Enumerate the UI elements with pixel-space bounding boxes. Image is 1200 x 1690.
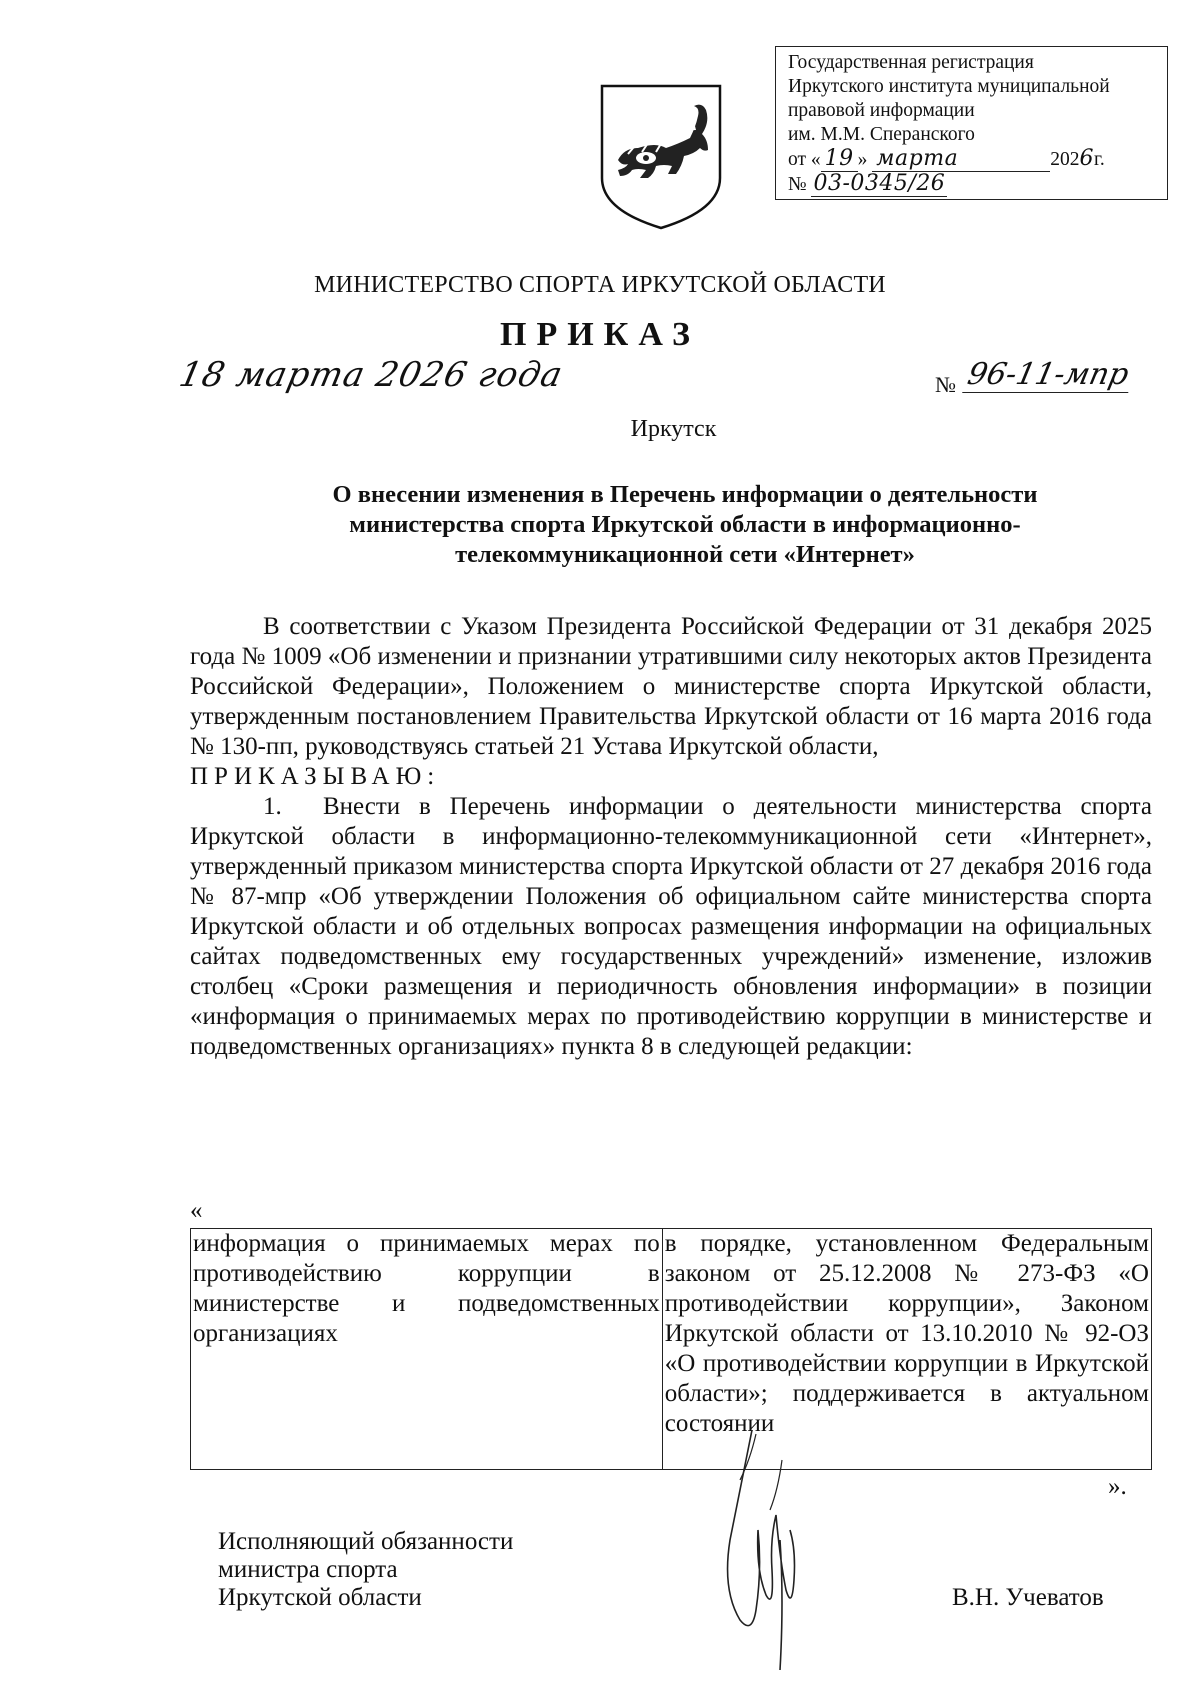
handwritten-order-date: 18 марта 2026 года	[175, 355, 567, 395]
item-1-text: Внести в Перечень информации о деятельности министерства спорта Иркутской области в информационно-телекоммуникационной сети «Интернет», утвержденный приказом министерства спорта Иркутской области от 27 декабря 2016 года № 87-мпр «Об утверждении Положения об официальном сайте министерства спорта Иркутской области и об отдельных вопросах размещения информации на официальных сайтах подведомственных ему государственных учреждений» изменение, изложив столбец «Сроки размещения и периодичность обновления информации» в позиции «информация о принимаемых мерах по противодействию коррупции в министерстве и подведомственных организациях» пункта 8 в следующей редакции:	[190, 793, 1152, 1060]
item-1-number: 1.	[263, 793, 282, 820]
document-title	[150, 480, 1200, 570]
stamp-line-3: правовой информации	[788, 100, 975, 121]
title-line-1: О внесении изменения в Перечень информации о деятельности	[332, 481, 1038, 508]
coat-of-arms-emblem	[598, 82, 724, 232]
table-cell-information: информация о принимаемых мерах по противодействию коррупции в министерстве и подведомственных организациях	[191, 1229, 663, 1470]
stamp-date-year-prefix: 202	[1050, 149, 1080, 170]
amendment-table	[190, 1228, 1152, 1470]
item-1-paragraph	[190, 792, 1152, 1062]
quote-open-mark: «	[190, 1197, 203, 1224]
registration-stamp	[775, 46, 1168, 200]
position-line-3: Иркутской области	[218, 1584, 422, 1611]
document-body	[190, 612, 1152, 1062]
title-line-3: телекоммуникационной сети «Интернет»	[455, 541, 915, 568]
stamp-date-suffix: г.	[1094, 149, 1105, 170]
order-number-label: №	[935, 372, 956, 397]
order-word: ПРИКАЗЫВАЮ:	[190, 763, 441, 790]
stamp-date-year-hw: 6	[1079, 146, 1095, 171]
table-cell-terms: в порядке, установленном Федеральным законом от 25.12.2008 № 273-ФЗ «О противодействии коррупции», Законом Иркутской области от 13.10.2010 № 92-ОЗ «О противодействии коррупции в Иркутской области»; поддерживается в актуальном состоянии	[662, 1229, 1151, 1470]
ministry-name: МИНИСТЕРСТВО СПОРТА ИРКУТСКОЙ ОБЛАСТИ	[314, 272, 886, 298]
stamp-date-prefix: от «	[788, 149, 821, 170]
stamp-number-line	[788, 172, 1157, 197]
signatory-name: В.Н. Учеватов	[952, 1584, 1104, 1611]
position-line-1: Исполняющий обязанности	[218, 1528, 514, 1555]
position-line-2: министра спорта	[218, 1556, 398, 1583]
handwritten-order-number: 96-11-мпр	[962, 357, 1136, 393]
stamp-line-1: Государственная регистрация	[788, 52, 1034, 73]
signatory-position	[218, 1528, 513, 1612]
table-row	[191, 1229, 1152, 1470]
stamp-date-month: марта	[872, 147, 1050, 172]
quote-close-mark: ».	[1108, 1473, 1127, 1500]
stamp-date-mid: »	[857, 149, 873, 170]
stamp-date-line	[788, 147, 1157, 172]
stamp-date-day: 19	[821, 147, 858, 172]
preamble-paragraph: В соответствии с Указом Президента Российской Федерации от 31 декабря 2025 года № 1009 «Об изменении и признании утратившими силу некоторых актов Президента Российской Федерации», Положением о министерстве спорта Иркутской области, утвержденным постановлением Правительства Иркутской области от 16 марта 2016 года № 130-пп, руководствуясь статьей 21 Устава Иркутской области,	[190, 613, 1152, 760]
document-type-heading: ПРИКАЗ	[500, 316, 700, 353]
stamp-line-4: им. М.М. Сперанского	[788, 124, 975, 145]
city-name: Иркутск	[630, 416, 717, 442]
stamp-number: 03-0345/26	[813, 171, 946, 196]
stamp-number-prefix: №	[788, 174, 812, 195]
stamp-line-2: Иркутского института муниципальной	[788, 76, 1110, 97]
title-line-2: министерства спорта Иркутской области в информационно-	[349, 511, 1021, 538]
handwritten-signature	[700, 1420, 830, 1680]
